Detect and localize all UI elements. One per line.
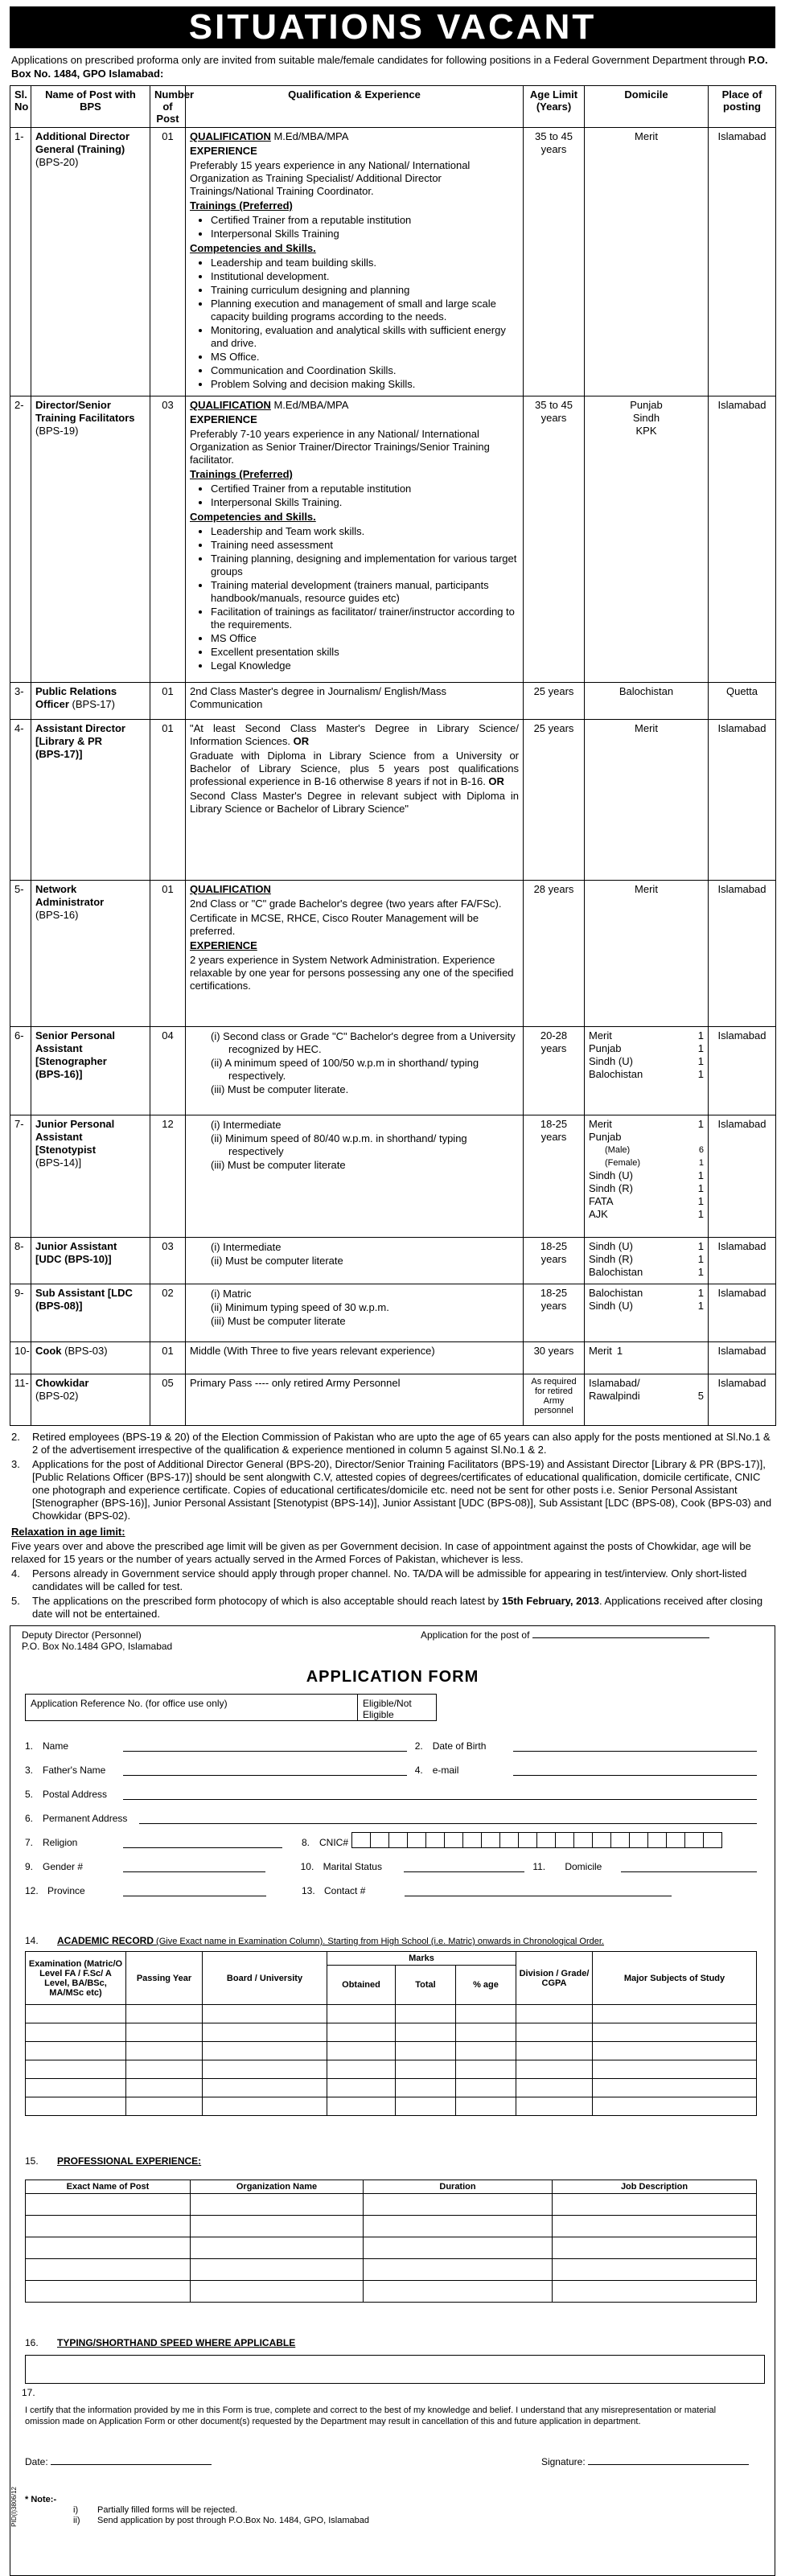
cell-domicile: Merit bbox=[585, 881, 709, 1027]
marital-status-field[interactable] bbox=[404, 1860, 525, 1872]
table-row[interactable] bbox=[26, 2079, 757, 2097]
table-row[interactable] bbox=[26, 2281, 757, 2303]
list-item: • Training material development (trainers manual, participants handbook/manuals, resource guides etc) bbox=[211, 579, 519, 605]
list-item: (iii) Must be computer literate bbox=[211, 1315, 346, 1327]
list-item: Sindh (U) 1 bbox=[589, 1169, 704, 1181]
cell-number: 01 bbox=[150, 128, 186, 396]
list-item: AJK 1 bbox=[589, 1208, 704, 1220]
cell-sl: 8- bbox=[10, 1238, 31, 1284]
cell-place: Islamabad bbox=[709, 128, 776, 396]
cell-domicile bbox=[585, 1284, 709, 1342]
list-item: (iii) Must be computer literate bbox=[211, 1159, 346, 1171]
cell-post: Chowkidar (BPS-02) bbox=[31, 1374, 150, 1426]
cell-qualification: QUALIFICATION M.Ed/MBA/MPA EXPERIENCE Preferably 15 years experience in any National/ International Organization as Training Specialist/ Additional Director Trainings/National Training Coordinator. Trainings (Preferred) • Certified Trainer from a reputable institution • Interpersonal Skills Training Competencies and Skills. • Leadership and team building skills. • Institutional development. • Training curriculum designing and planning • Planning execution and management of small and large scale capacity building programs according to the needs. • Monitoring, evaluation and analytical skills with sufficient energy and drive. • MS Office. • Communication and Coordination Skills. • Problem Solving and decision making Skills. bbox=[186, 128, 524, 396]
father-name-field[interactable] bbox=[123, 1764, 407, 1776]
relaxation-title: Relaxation in age limit: bbox=[11, 1526, 125, 1538]
cell-number: 12 bbox=[150, 1115, 186, 1238]
domicile-field[interactable] bbox=[621, 1860, 757, 1872]
list-item: • Interpersonal Skills Training. bbox=[211, 496, 519, 509]
cell-post: Director/Senior Training Facilitators (BPS-19) bbox=[31, 396, 150, 683]
trainings-list bbox=[190, 214, 519, 240]
cell-sl: 9- bbox=[10, 1284, 31, 1342]
table-row[interactable] bbox=[26, 2216, 757, 2237]
apply-for-post: Application for the post of bbox=[421, 1629, 709, 1641]
list-item: Balochistan 1 bbox=[589, 1068, 704, 1080]
cell-post: Junior Personal Assistant [Stenotypist (BPS-14)] bbox=[31, 1115, 150, 1238]
list-item: (iii) Must be computer literate. bbox=[211, 1083, 349, 1095]
form-title: APPLICATION FORM bbox=[306, 1668, 479, 1686]
table-row bbox=[10, 1027, 776, 1115]
skills-list bbox=[190, 525, 519, 672]
academic-record-title: 14. ACADEMIC RECORD (Give Exact name in Examination Column). Starting from High School (i.e. Matric) onwards in Chronological Order. bbox=[25, 1935, 605, 1946]
list-item: Rawalpindi 5 bbox=[589, 1390, 704, 1402]
cell-age: 35 to 45 years bbox=[524, 396, 585, 683]
cell-number: 04 bbox=[150, 1027, 186, 1115]
list-item: • Legal Knowledge bbox=[211, 659, 519, 672]
cell-number: 05 bbox=[150, 1374, 186, 1426]
cell-sl: 5- bbox=[10, 881, 31, 1027]
table-row[interactable] bbox=[26, 2259, 757, 2281]
cell-number: 01 bbox=[150, 683, 186, 720]
list-item: • Certified Trainer from a reputable institution bbox=[211, 483, 519, 495]
table-row[interactable] bbox=[26, 2060, 757, 2079]
list-item: Merit 1 bbox=[589, 1029, 704, 1041]
list-item: Punjab 1 bbox=[589, 1042, 704, 1054]
note-4: 4. Persons already in Government service should apply through proper channel. No. TA/DA will be admissible for appearing in test/interview. Only short-listed candidates will be called for test. bbox=[11, 1567, 747, 1592]
list-item: (Female) 1 bbox=[605, 1158, 704, 1168]
item-17-number: 17. bbox=[22, 2387, 35, 2398]
gender-field[interactable] bbox=[123, 1860, 265, 1872]
list-item: (i) Second class or Grade "C" Bachelor's degree from a University recognized by HEC. bbox=[211, 1030, 516, 1055]
cell-place: Islamabad bbox=[709, 396, 776, 683]
cell-domicile: Merit bbox=[585, 128, 709, 396]
list-item: • Training planning, designing and implementation for various target groups bbox=[211, 553, 519, 578]
list-item: (ii) Minimum speed of 80/40 w.p.m. in shorthand/ typing respectively bbox=[211, 1132, 467, 1157]
cell-place: Islamabad bbox=[709, 1284, 776, 1342]
cell-post: Additional Director General (Training) (BPS-20) bbox=[31, 128, 150, 396]
personal-fields: 1. Name 2. Date of Birth 3. Father's Name 4. e-mail 5. Postal Address 6. Permanent Address 7. Religion 8. CNIC# 9. Gender # 10. Marital Status 11. Domicile 12. Province 13. Contact # bbox=[25, 1732, 757, 1901]
cell-age: 18-25 years bbox=[524, 1238, 585, 1284]
professional-experience-title: 15. PROFESSIONAL EXPERIENCE: bbox=[25, 2155, 202, 2167]
table-row bbox=[10, 1238, 776, 1284]
cell-place: Quetta bbox=[709, 683, 776, 720]
cell-qualification bbox=[186, 1115, 524, 1238]
list-item: • Communication and Coordination Skills. bbox=[211, 364, 519, 377]
cell-place: Islamabad bbox=[709, 1238, 776, 1284]
intro-text: Applications on prescribed proforma only are invited from suitable male/female candidates for following positions in a Federal Government Department through P.O. Box No. 1484, GPO Islamabad: bbox=[11, 54, 768, 80]
table-row bbox=[10, 881, 776, 1027]
cell-sl: 7- bbox=[10, 1115, 31, 1238]
cell-age: 18-25 years bbox=[524, 1284, 585, 1342]
list-item: • Training curriculum designing and planning bbox=[211, 284, 519, 297]
header-sl: Sl. No bbox=[10, 86, 31, 128]
cell-number: 01 bbox=[150, 1342, 186, 1374]
header-domicile: Domicile bbox=[585, 86, 709, 128]
declaration-text: I certify that the information provided by me in this Form is true, complete and correct to the best of my knowledge and belief. I understand that any misrepresentation or material omission made on Application Form or other document(s) requested by the Department may result in cancellation of this and future application in department. bbox=[25, 2405, 717, 2426]
cell-domicile bbox=[585, 1115, 709, 1238]
list-item: • Institutional development. bbox=[211, 270, 519, 283]
cell-domicile: Balochistan bbox=[585, 683, 709, 720]
permanent-address-field[interactable] bbox=[139, 1812, 757, 1824]
cell-sl: 4- bbox=[10, 720, 31, 881]
list-item: • Certified Trainer from a reputable institution bbox=[211, 214, 519, 227]
table-row bbox=[10, 128, 776, 396]
table-row[interactable] bbox=[26, 2194, 757, 2216]
cell-age: As required for retired Army personnel bbox=[524, 1374, 585, 1426]
cell-number: 01 bbox=[150, 881, 186, 1027]
cell-post: Senior Personal Assistant [Stenographer (BPS-16)] bbox=[31, 1027, 150, 1115]
table-header-row bbox=[10, 86, 776, 128]
list-item: • Leadership and team building skills. bbox=[211, 257, 519, 269]
list-item: (ii) Must be computer literate bbox=[211, 1255, 343, 1267]
header-post: Name of Post with BPS bbox=[31, 86, 150, 128]
list-item: • Interpersonal Skills Training bbox=[211, 228, 519, 240]
list-item: Sindh (R) 1 bbox=[589, 1182, 704, 1194]
cell-age: 25 years bbox=[524, 720, 585, 881]
list-item: Islamabad/ bbox=[589, 1377, 640, 1389]
cell-place: Islamabad bbox=[709, 881, 776, 1027]
cell-qualification: Middle (With Three to five years relevant experience) bbox=[186, 1342, 524, 1374]
eligibility-label: Eligible/Not Eligible bbox=[363, 1698, 412, 1720]
professional-experience-table: Exact Name of Post Organization Name Duration Job Description bbox=[25, 2180, 757, 2303]
cell-post: Public Relations Officer (BPS-17) bbox=[31, 683, 150, 720]
province-field[interactable] bbox=[123, 1884, 266, 1896]
form-notes: * Note:- i) Partially filled forms will be rejected. ii) Send application by post through P.O.Box No. 1484, GPO, Islamabad bbox=[25, 2495, 369, 2525]
list-item: • Planning execution and management of small and large scale capacity building programs according to the needs. bbox=[211, 298, 519, 323]
table-row bbox=[10, 683, 776, 720]
cell-number: 03 bbox=[150, 396, 186, 683]
name-field[interactable] bbox=[123, 1740, 407, 1752]
cell-age: 18-25 years bbox=[524, 1115, 585, 1238]
cell-sl: 3- bbox=[10, 683, 31, 720]
relaxation-text: Five years over and above the prescribed age limit will be given as per Government decision. In case of appointment against the posts of Chowkidar, age will be relaxed for 15 years or the number of years actually served in the Armed Forces of Pakistan, whichever is less. bbox=[11, 1540, 751, 1565]
list-item: Merit 1 bbox=[589, 1345, 623, 1357]
postal-address-field[interactable] bbox=[123, 1788, 757, 1800]
trainings-list bbox=[190, 483, 519, 509]
sign-row: Date: Signature: bbox=[25, 2456, 749, 2467]
header-qualification: Qualification & Experience bbox=[186, 86, 524, 128]
list-item: (i) Intermediate bbox=[211, 1119, 282, 1131]
typing-speed-box bbox=[25, 2355, 765, 2384]
note-5: 5. The applications on the prescribed form photocopy of which is also acceptable should reach latest by 15th February, 2013. Applications received after closing date will not be entertained. bbox=[11, 1595, 763, 1620]
cnic-boxes[interactable] bbox=[351, 1832, 722, 1848]
cell-post: Network Administrator (BPS-16) bbox=[31, 881, 150, 1027]
cell-domicile bbox=[585, 1342, 709, 1374]
cell-domicile bbox=[585, 1027, 709, 1115]
cell-post: Junior Assistant [UDC (BPS-10)] bbox=[31, 1238, 150, 1284]
list-item: Sindh (U) 1 bbox=[589, 1240, 704, 1252]
cell-qualification: Primary Pass ---- only retired Army Personnel bbox=[186, 1374, 524, 1426]
header-age: Age Limit (Years) bbox=[524, 86, 585, 128]
list-item: • Excellent presentation skills bbox=[211, 646, 519, 659]
cell-qualification: QUALIFICATION M.Ed/MBA/MPA EXPERIENCE Preferably 7-10 years experience in any National/ International Organization as Senior Trainer/Director Trainings/Senior Training facilitator. Trainings (Preferred) • Certified Trainer from a reputable institution • Interpersonal Skills Training. Competencies and Skills. • Leadership and Team work skills. • Training need assessment • Training planning, designing and implementation for various target groups • Training material development (trainers manual, participants handbook/manuals, resource guides etc) • Facilitation of trainings as facilitator/ trainer/instructor according to the requirements. • MS Office • Excellent presentation skills • Legal Knowledge bbox=[186, 396, 524, 683]
email-field[interactable] bbox=[513, 1764, 757, 1776]
cell-qualification bbox=[186, 1238, 524, 1284]
closing-date: 15th February, 2013 bbox=[501, 1595, 600, 1607]
list-item: Balochistan 1 bbox=[589, 1266, 704, 1278]
religion-field[interactable] bbox=[123, 1836, 282, 1848]
apply-for-post-field[interactable] bbox=[532, 1637, 709, 1638]
cell-post: Cook (BPS-03) bbox=[31, 1342, 150, 1374]
list-item: (Male) 6 bbox=[605, 1145, 704, 1155]
cell-place: Islamabad bbox=[709, 1115, 776, 1238]
typing-speed-title: 16. TYPING/SHORTHAND SPEED WHERE APPLICABLE bbox=[25, 2337, 296, 2348]
cell-number: 03 bbox=[150, 1238, 186, 1284]
list-item: Balochistan 1 bbox=[589, 1287, 704, 1299]
list-item: FATA 1 bbox=[589, 1195, 704, 1207]
page-title: SITUATIONS VACANT bbox=[10, 6, 775, 48]
list-item: (ii) A minimum speed of 100/50 w.p.m in shorthand/ typing respectively. bbox=[211, 1057, 479, 1082]
contact-field[interactable] bbox=[405, 1884, 672, 1896]
cell-place: Islamabad bbox=[709, 1027, 776, 1115]
notes-section bbox=[6, 1426, 779, 1621]
cell-age: 35 to 45 years bbox=[524, 128, 585, 396]
cell-number: 02 bbox=[150, 1284, 186, 1342]
cell-place: Islamabad bbox=[709, 1342, 776, 1374]
header-place: Place of posting bbox=[709, 86, 776, 128]
table-row bbox=[10, 1374, 776, 1426]
intro-address: P.O. Box No. 1484, GPO Islamabad: bbox=[11, 54, 768, 80]
cell-qualification: 2nd Class Master's degree in Journalism/ English/Mass Communication bbox=[186, 683, 524, 720]
cell-post: Assistant Director [Library & PR (BPS-17)] bbox=[31, 720, 150, 881]
pid-stamp: PID(I)3806/12 bbox=[10, 2487, 18, 2527]
vacancy-table bbox=[10, 85, 776, 1426]
cell-age: 25 years bbox=[524, 683, 585, 720]
table-row bbox=[10, 1115, 776, 1238]
list-item: • Problem Solving and decision making Skills. bbox=[211, 378, 519, 391]
list-item: • Facilitation of trainings as facilitator/ trainer/instructor according to the requirements. bbox=[211, 606, 519, 631]
list-item: • Leadership and Team work skills. bbox=[211, 525, 519, 538]
table-row[interactable] bbox=[26, 2237, 757, 2259]
signature-field[interactable] bbox=[588, 2464, 749, 2465]
table-row[interactable] bbox=[26, 2042, 757, 2060]
form-address: Deputy Director (Personnel) P.O. Box No.1484 GPO, Islamabad bbox=[22, 1629, 173, 1652]
cell-domicile bbox=[585, 1374, 709, 1426]
date-field[interactable] bbox=[51, 2464, 212, 2465]
header-number: Number of Post bbox=[150, 86, 186, 128]
skills-list bbox=[190, 257, 519, 391]
table-row bbox=[10, 1284, 776, 1342]
cell-place: Islamabad bbox=[709, 720, 776, 881]
cell-age: 30 years bbox=[524, 1342, 585, 1374]
list-item: Sindh (R) 1 bbox=[589, 1253, 704, 1265]
table-row bbox=[10, 396, 776, 683]
cell-age: 28 years bbox=[524, 881, 585, 1027]
cell-qualification: QUALIFICATION 2nd Class or "C" grade Bachelor's degree (two years after FA/FSc). Certificate in MCSE, RHCE, Cisco Router Management will be preferred. EXPERIENCE 2 years experience in System Network Administration. Experience relaxable by one year for persons possessing any one of the specified certifications. bbox=[186, 881, 524, 1027]
cell-place: Islamabad bbox=[709, 1374, 776, 1426]
cell-qualification bbox=[186, 1284, 524, 1342]
cell-post: Sub Assistant [LDC (BPS-08)] bbox=[31, 1284, 150, 1342]
cell-domicile bbox=[585, 1238, 709, 1284]
application-form bbox=[10, 1625, 775, 2576]
cell-sl: 6- bbox=[10, 1027, 31, 1115]
list-item: • MS Office. bbox=[211, 351, 519, 364]
list-item: • MS Office bbox=[211, 632, 519, 645]
note-2: 2. Retired employees (BPS-19 & 20) of the Election Commission of Pakistan who are upto the age of 65 years can also apply for the posts mentioned at Sl.No.1 & 2 of the advertisement irrespective of the qualification & experience mentioned in column 5 against Sl.No.1 & 2. bbox=[11, 1431, 771, 1456]
cell-age: 20-28 years bbox=[524, 1027, 585, 1115]
table-row bbox=[10, 720, 776, 881]
cell-domicile: Merit bbox=[585, 720, 709, 881]
list-item: Merit 1 bbox=[589, 1118, 704, 1130]
note-3: 3. Applications for the post of Additional Director General (BPS-20), Director/Senior Training Facilitators (BPS-19) and Assistant Director [Library & PR (BPS-17)], [Public Relations Officer (BPS-17)] should be sent alongwith C.V, attested copies of degrees/certificates of educational qualification, domicile certificate, CNIC one photograph and experience certificate. Copies of educational certificates/domicile etc. need not be sent for other posts i.e. Senior Personal Assistant [Stenographer (BPS-16)], Junior Personal Assistant [Stenotypist (BPS-14)], Junior Assistant [UDC (BPS-08)], Sub Assistant [LDC (BPS-08), Cook (BPS-03) and Chowkidar (BPS-02). bbox=[11, 1458, 772, 1522]
table-row[interactable] bbox=[26, 2005, 757, 2023]
reference-label: Application Reference No. (for office use only) bbox=[26, 1695, 358, 1720]
list-item: Punjab bbox=[589, 1131, 622, 1143]
list-item: (i) Intermediate bbox=[211, 1241, 282, 1253]
list-item: Sindh (U) 1 bbox=[589, 1055, 704, 1067]
cell-sl: 2- bbox=[10, 396, 31, 683]
list-item: (ii) Minimum typing speed of 30 w.p.m. bbox=[211, 1301, 389, 1313]
date-of-birth-field[interactable] bbox=[513, 1740, 757, 1752]
cell-number: 01 bbox=[150, 720, 186, 881]
reference-box bbox=[25, 1694, 437, 1721]
cell-qualification: "At least Second Class Master's Degree in Library Science/ Information Sciences. OR Graduate with Diploma in Library Science from a University or Bachelor of Library Science, plus 5 years post qualifications professional experience in B-16 otherwise 8 years if not in B-16. OR Second Class Master's Degree in relevant subject with Diploma in Library Science or Bachelor of Library Science" bbox=[186, 720, 524, 881]
cell-qualification bbox=[186, 1027, 524, 1115]
list-item: Sindh (U) 1 bbox=[589, 1300, 704, 1312]
cell-sl: 11- bbox=[10, 1374, 31, 1426]
list-item: (i) Matric bbox=[211, 1288, 252, 1300]
list-item: • Training need assessment bbox=[211, 539, 519, 552]
table-row[interactable] bbox=[26, 2097, 757, 2116]
cell-sl: 10- bbox=[10, 1342, 31, 1374]
table-row bbox=[10, 1342, 776, 1374]
cell-domicile: Punjab Sindh KPK bbox=[585, 396, 709, 683]
cell-sl: 1- bbox=[10, 128, 31, 396]
typing-speed-field[interactable] bbox=[26, 2356, 765, 2384]
advertisement-page bbox=[6, 0, 779, 2576]
list-item: • Monitoring, evaluation and analytical skills with sufficient energy and drive. bbox=[211, 324, 519, 350]
table-row[interactable] bbox=[26, 2023, 757, 2042]
academic-record-table: Examination (Matric/O Level FA / F.Sc/ A Level, BA/BSc, MA/MSc etc) Passing Year Board / University Marks Division / Grade/ CGPA Major Subjects of Study Obtained Total % age bbox=[25, 1951, 757, 2116]
